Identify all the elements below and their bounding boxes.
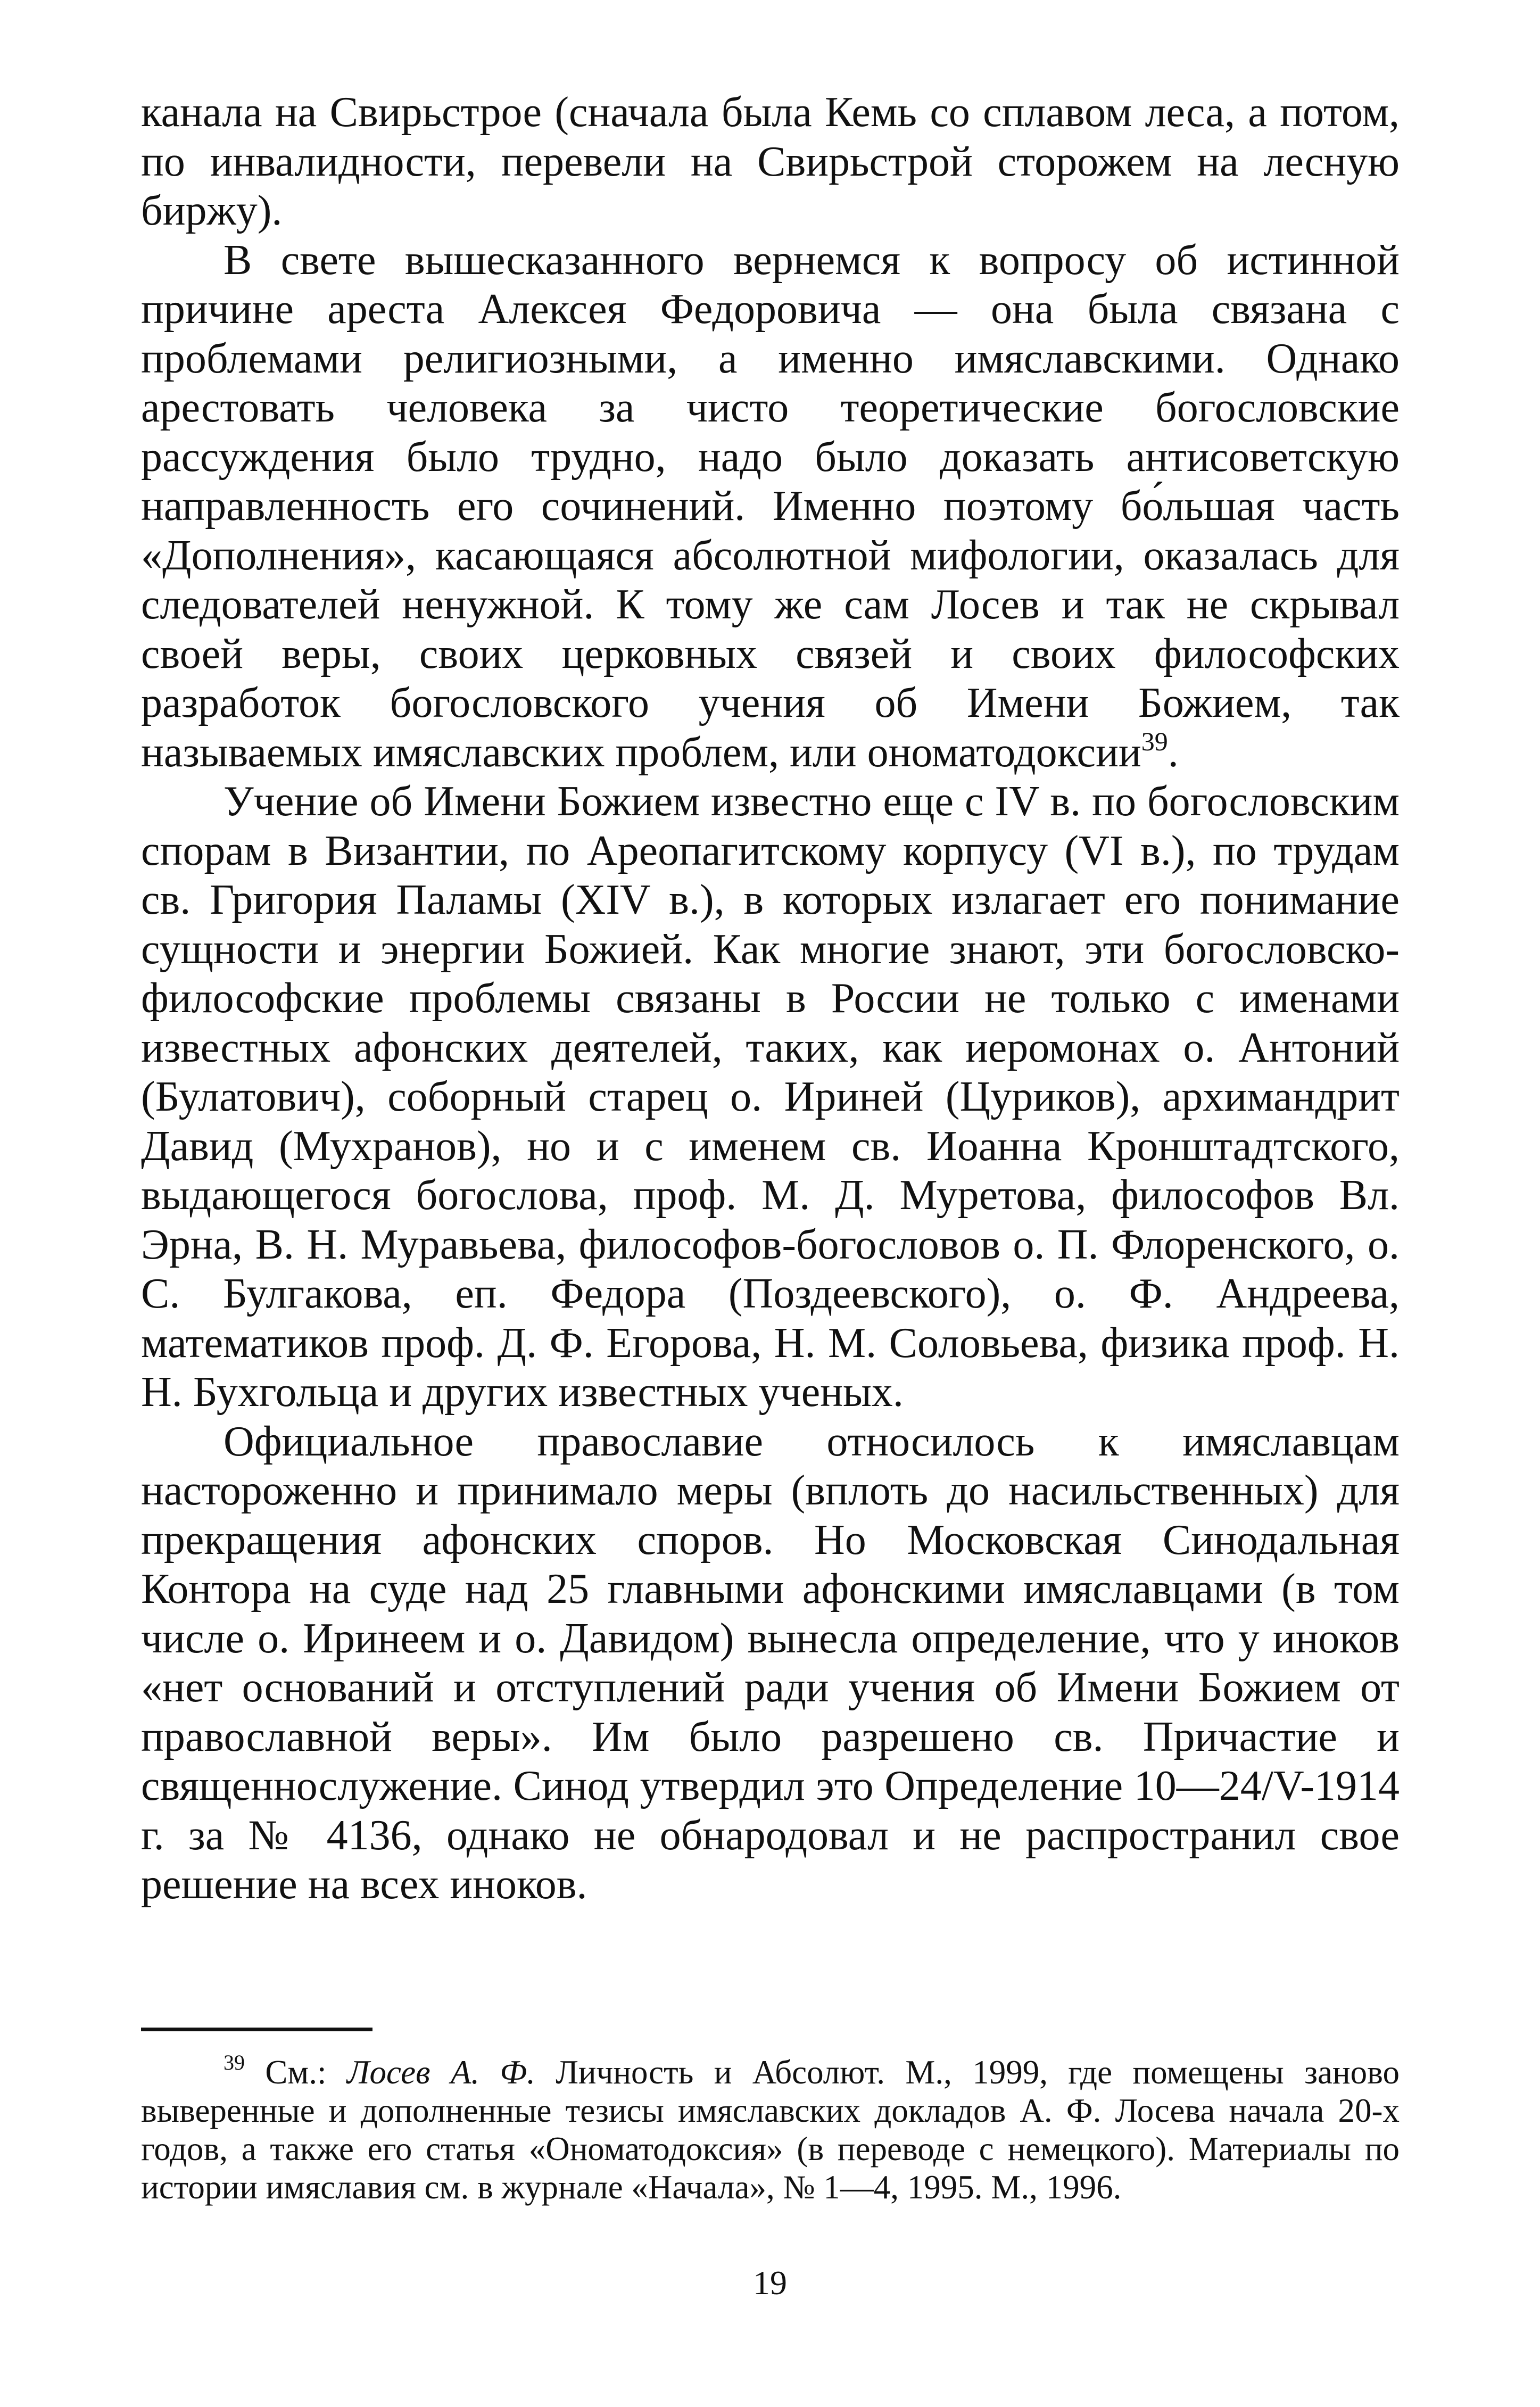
paragraph-4: Официальное православие относилось к имяславцам настороженно и принимало меры (вплоть до насильственных) для прекращения афонских споров. Но Московская Синодальная Контора на суде над 25 главными афонскими имяславцами (в том числе о. Иринеем и о. Давидом) вынесла определение, что у иноков «нет оснований и отступлений ради учения об Имени Божием от православной веры». Им было разрешено св. Причастие и священнослужение. Синод утвердил это Определение 10—24/V-1914 г. за № 4136, однако не обнародовал и не распространил свое решение на всех иноков. bbox=[141, 1418, 1400, 1908]
paragraph-2-end: . bbox=[1168, 729, 1179, 776]
paragraph-2 bbox=[141, 236, 1400, 777]
footnote bbox=[141, 2050, 1400, 2206]
main-text bbox=[141, 88, 1400, 1909]
page-body bbox=[141, 88, 1400, 1909]
footnote-prefix: См.: bbox=[265, 2054, 347, 2091]
footnote-text: Личность и Абсолют. М., 1999, где помещены заново выверенные и дополненные тезисы имяславских докладов А. Ф. Лосева начала 20-х годов, а также его статья «Ономатодоксия» (в переводе с немецкого). Материалы по истории имяславия см. в журнале «Начала», № 1—4, 1995. М., 1996. bbox=[141, 2054, 1400, 2206]
footnote-number: 39 bbox=[223, 2050, 245, 2074]
footnote-author: Лосев А. Ф. bbox=[346, 2054, 535, 2091]
footnote-reference[interactable]: 39 bbox=[1141, 726, 1168, 756]
page-number: 19 bbox=[753, 2264, 787, 2302]
paragraph-3: Учение об Имени Божием известно еще с IV в. по богословским спорам в Византии, по Ареопагитскому корпусу (VI в.), по трудам св. Григория Паламы (XIV в.), в которых излагает его понимание сущности и энергии Божией. Как многие знают, эти богословско-философские проблемы связаны в России не только с именами известных афонских деятелей, таких, как иеромонах о. Антоний (Булатович), соборный старец о. Ириней (Цуриков), архимандрит Давид (Мухранов), но и с именем св. Иоанна Кронштадтского, выдающегося богослова, проф. М. Д. Муретова, философов Вл. Эрна, В. Н. Муравьева, философов-богословов о. П. Флоренского, о. С. Булгакова, еп. Федора (Поздеевского), о. Ф. Андреева, математиков проф. Д. Ф. Егорова, Н. М. Соловьева, физика проф. Н. Н. Бухгольца и других известных ученых. bbox=[141, 778, 1400, 1416]
paragraph-1: канала на Свирьстрое (сначала была Кемь со сплавом леса, а потом, по инвалидности, перевели на Свирьстрой сторожем на лесную биржу). bbox=[141, 89, 1400, 234]
paragraph-2-text: В свете вышесказанного вернемся к вопросу об истинной причине ареста Алексея Федоровича — она была связана с проблемами религиозными, а именно имяславскими. Однако арестовать человека за чисто теоретические богословские рассуждения было трудно, надо было доказать антисоветскую направленность его сочинений. Именно поэтому бо́льшая часть «Дополнения», касающаяся абсолютной мифологии, оказалась для следователей ненужной. К тому же сам Лосев и так не скрывал своей веры, своих церковных связей и своих философских разработок богословского учения об Имени Божием, так называемых имяславских проблем, или ономатодоксии bbox=[141, 236, 1400, 776]
footnote-divider bbox=[141, 2028, 372, 2031]
